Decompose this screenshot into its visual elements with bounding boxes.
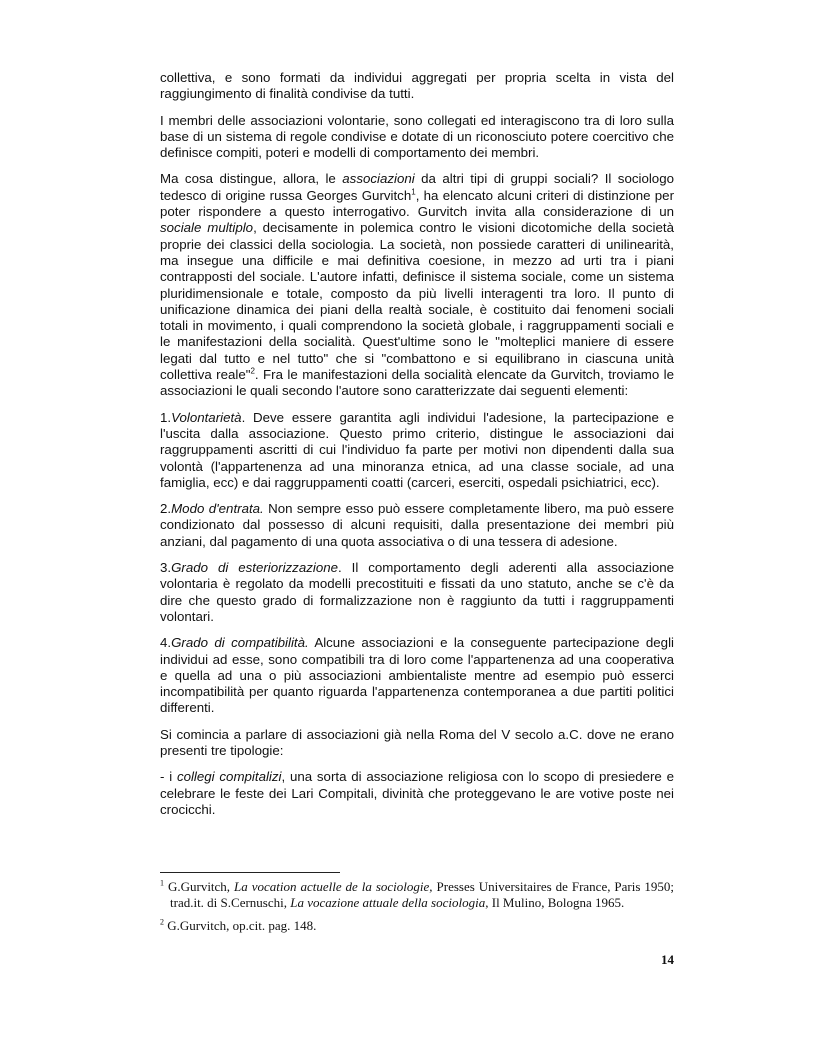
- footnote-2: $^2$ G.Gurvitch, op.cit. pag. 148.: [160, 917, 317, 933]
- criterion-3: 3.Grado di esteriorizzazione. Il comportamento degli aderenti alla associazione volontaria è regolato da modelli precostituiti e fissati da uno statuto, anche se c'è da dire che questo grado di formalizzazione non è raggiunto da tutti i raggruppamenti volontari.: [160, 560, 675, 624]
- paragraph-intro-continuation: collettiva, e sono formati da individui aggregati per propria scelta in vista del raggiungimento di finalità condivise da tutti.: [160, 70, 674, 102]
- term-sociale-multiplo: sociale multiplo: [160, 220, 254, 236]
- paragraph-members: I membri delle associazioni volontarie, sono collegati ed interagiscono tra di loro sulla base di un sistema di regole condivise e dotate di un riconosciuto potere coercitivo che definisce compiti, poteri e modelli di comportamento dei membri.: [160, 112, 674, 161]
- page-number: 14: [661, 952, 674, 967]
- footnote-1: $^1$ G.Gurvitch, La vocation actuelle de la sociologie, Presses Universitaires de France, Paris 1950; trad.it. di S.Cernuschi, La vocazione attuale della sociologia, Il Mulino, Bologna 1965.: [160, 878, 675, 910]
- criterion-4: 4.Grado di compatibilità. Alcune associazioni e la conseguente partecipazione degli individui ad esse, sono compatibili tra di loro come l'appartenenza ad una cooperativa e quella ad una o più associazioni ambientaliste mentre ad esempio può esserci incompatibilità per quanto riguarda l'appartenenza contemporanea a due partiti politici differenti.: [160, 635, 674, 716]
- footnote-divider: [160, 872, 340, 873]
- paragraph-gurvitch: Ma cosa distingue, allora, le associazioni da altri tipi di gruppi sociali? Il sociologo tedesco di origine russa Georges Gurvitch$^1$, ha elencato alcuni criteri di distinzione per poter rispondere a questo interrogativo. Gurvitch invita alla considerazione di un sociale multiplo, decisamente in polemica contro le visioni dicotomiche della società proprie dei classici della sociologia. La società, non possiede caratteri di unilinearità, ma insegue una difficile e mai definitiva coesione, in mezzo ad urti tra i piani contrapposti del sociale. L'autore infatti, definisce il sistema sociale, come un sistema pluridimensionale e totale, composto da più livelli interagenti tra loro. Il punto di unificazione dinamica dei piani della realtà sociale, è costituito dai fenomeni sociali totali in movimento, i quali comprendono la società globale, i raggruppamenti sociali e le manifestazioni della socialità. Quest'ultime sono le "molteplici maniere di essere legati dal tutto e nel tutto" che si "combattono e si equilibrano in ciascuna unità collettiva reale"$^2$. Fra le manifestazioni della socialità elencate da Gurvitch, troviamo le associazioni le quali secondo l'autore sono caratterizzate dai seguenti elementi:: [160, 171, 674, 399]
- footnote-ref-1[interactable]: 1: [411, 187, 416, 197]
- paragraph-rome: Si comincia a parlare di associazioni già nella Roma del V secolo a.C. dove ne erano presenti tre tipologie:: [160, 726, 674, 758]
- criterion-1: 1.Volontarietà. Deve essere garantita agli individui l'adesione, la partecipazione e l'uscita dalla associazione. Questo primo criterio, distingue le associazioni dai raggruppamenti ascritti di cui l'individuo fa parte per motivi non dipendenti dalla sua volontà (l'appartenenza ad una minoranza etnica, ad una classe sociale, ad una famiglia, ecc) e dai raggruppamenti coatti (carceri, eserciti, ospedali psichiatrici, ecc).: [160, 409, 674, 490]
- term-associazioni: associazioni: [342, 171, 415, 187]
- footnote-ref-2[interactable]: 2: [250, 366, 255, 376]
- criterion-2: 2.Modo d'entrata. Non sempre esso può essere completamente libero, ma può essere condizionato dal possesso di alcuni requisiti, dalla presentazione dei membri più anziani, dal pagamento di una quota associativa o di una tessera di adesione.: [160, 501, 674, 549]
- list-item-collegi: - i collegi compitalizi, una sorta di associazione religiosa con lo scopo di presiedere e celebrare le feste dei Lari Compitali, divinità che proteggevano le are votive poste nei crocicchi.: [160, 769, 674, 817]
- footnotes: [160, 872, 674, 942]
- page-body: [160, 70, 674, 828]
